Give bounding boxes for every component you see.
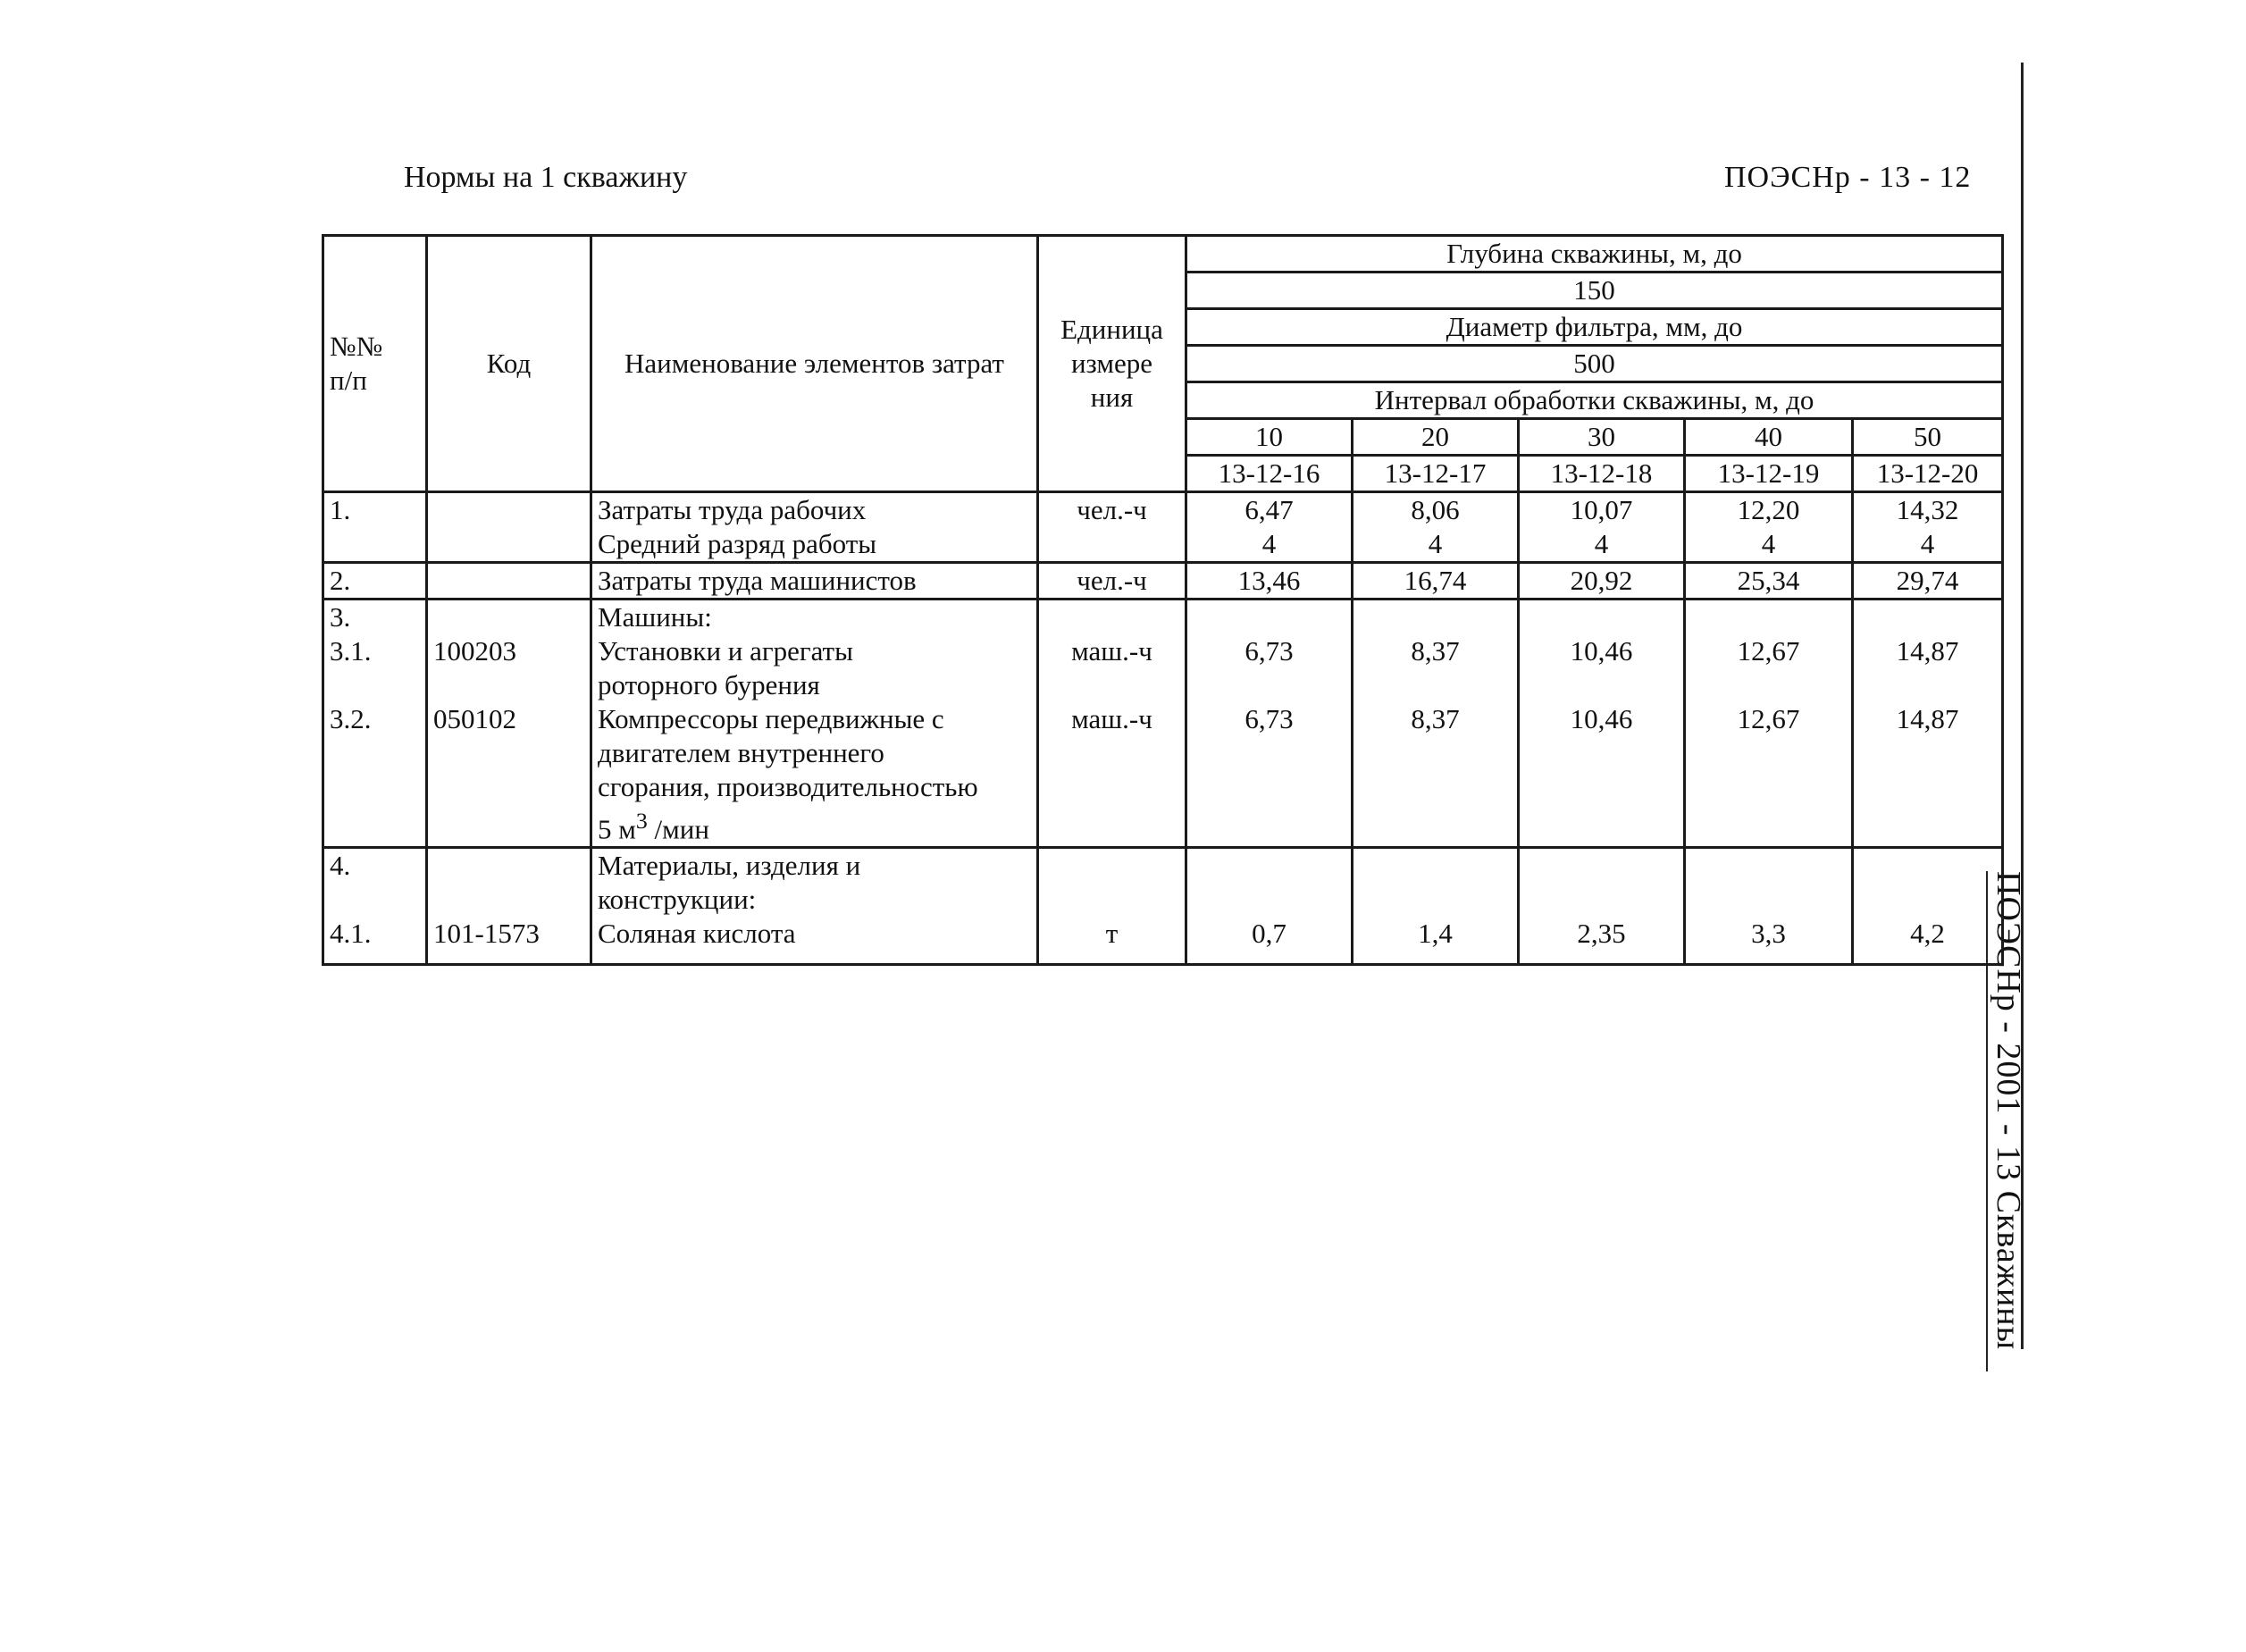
norms-table bbox=[322, 234, 2004, 966]
row-value: 25,34 bbox=[1685, 563, 1853, 600]
row-value-cell bbox=[1519, 600, 1685, 848]
row-grade: 4 bbox=[1261, 528, 1277, 559]
row-code bbox=[427, 563, 591, 600]
row-name bbox=[591, 600, 1038, 848]
superscript: 3 bbox=[635, 808, 648, 834]
row-value-cell bbox=[1685, 848, 1853, 965]
header-code-label: Код bbox=[486, 348, 532, 379]
header-depth-value: 150 bbox=[1186, 273, 2003, 309]
row-value-cell bbox=[1353, 492, 1519, 563]
row-value: 3,3 bbox=[1751, 918, 1786, 950]
row-value: 0,7 bbox=[1252, 918, 1286, 950]
row-name-line bbox=[598, 804, 1031, 846]
row-value-cell bbox=[1186, 848, 1353, 965]
table-row bbox=[323, 492, 2003, 563]
row-name-line: конструкции: bbox=[598, 884, 757, 916]
row-value: 4,2 bbox=[1910, 918, 1945, 950]
row-value: 12,67 bbox=[1737, 703, 1800, 734]
header-interval-value: 20 bbox=[1353, 419, 1519, 456]
row-name bbox=[591, 848, 1038, 965]
table-row bbox=[323, 600, 2003, 848]
table-row bbox=[323, 563, 2003, 600]
row-value: 12,67 bbox=[1737, 635, 1800, 667]
row-name-line: Машины: bbox=[598, 601, 712, 633]
row-name-line: Компрессоры передвижные с bbox=[598, 703, 944, 734]
row-number-line: 3.1. bbox=[330, 635, 372, 667]
row-value: 16,74 bbox=[1353, 563, 1519, 600]
header-interval-title: Интервал обработки скважины, м, до bbox=[1186, 382, 2003, 419]
row-value: 14,87 bbox=[1896, 703, 1959, 734]
row-grade: 4 bbox=[1428, 528, 1443, 559]
header-cell-number bbox=[323, 236, 427, 492]
row-name-line: Установки и агрегаты bbox=[598, 635, 853, 667]
row-unit-line: маш.-ч bbox=[1071, 635, 1152, 667]
row-value: 1,4 bbox=[1418, 918, 1453, 950]
row-grade: 4 bbox=[1594, 528, 1609, 559]
row-value-cell bbox=[1853, 600, 2003, 848]
header-norm-code: 13-12-17 bbox=[1353, 456, 1519, 492]
row-value-cell bbox=[1685, 492, 1853, 563]
row-name-line: сгорания, производительностью bbox=[598, 771, 978, 802]
row-value: 6,47 bbox=[1245, 494, 1294, 525]
row-number: 2. bbox=[323, 563, 427, 600]
row-code bbox=[427, 600, 591, 848]
row-unit-line: маш.-ч bbox=[1071, 703, 1152, 734]
header-document-code: ПОЭСНр - 13 - 12 bbox=[1724, 161, 1972, 194]
header-cell-name bbox=[591, 236, 1038, 492]
table-row bbox=[323, 848, 2003, 965]
header-unit-line1: Единица bbox=[1060, 314, 1163, 345]
row-value-cell bbox=[1519, 848, 1685, 965]
row-name-line: Затраты труда рабочих bbox=[598, 494, 867, 525]
row-unit-line: т bbox=[1105, 918, 1119, 950]
row-unit: чел.-ч bbox=[1038, 492, 1186, 563]
row-value: 8,06 bbox=[1411, 494, 1460, 525]
unit-text: 5 м bbox=[598, 813, 636, 845]
row-number-line: 4.1. bbox=[330, 918, 372, 950]
row-unit: чел.-ч bbox=[1038, 563, 1186, 600]
header-interval-value: 50 bbox=[1853, 419, 2003, 456]
row-value-cell bbox=[1353, 848, 1519, 965]
header-left-title: Нормы на 1 скважину bbox=[404, 161, 688, 194]
row-code-line: 100203 bbox=[433, 635, 516, 667]
header-cell-code bbox=[427, 236, 591, 492]
row-value-cell bbox=[1186, 492, 1353, 563]
header-filter-value: 500 bbox=[1186, 346, 2003, 382]
header-name-label: Наименование элементов затрат bbox=[624, 348, 1004, 379]
row-value: 6,73 bbox=[1245, 703, 1294, 734]
row-value: 13,46 bbox=[1186, 563, 1353, 600]
row-value: 10,46 bbox=[1570, 703, 1633, 734]
row-grade: 4 bbox=[1920, 528, 1935, 559]
row-value-cell bbox=[1519, 492, 1685, 563]
row-value: 10,07 bbox=[1570, 494, 1633, 525]
row-number bbox=[323, 848, 427, 965]
row-value: 8,37 bbox=[1411, 703, 1460, 734]
row-value: 14,87 bbox=[1896, 635, 1959, 667]
row-name bbox=[591, 492, 1038, 563]
header-norm-code: 13-12-16 bbox=[1186, 456, 1353, 492]
row-code bbox=[427, 848, 591, 965]
header-depth-title: Глубина скважины, м, до bbox=[1186, 236, 2003, 273]
header-filter-title: Диаметр фильтра, мм, до bbox=[1186, 309, 2003, 346]
header-norm-code: 13-12-18 bbox=[1519, 456, 1685, 492]
row-code bbox=[427, 492, 591, 563]
row-value: 14,32 bbox=[1896, 494, 1959, 525]
header-number-line1: №№ bbox=[330, 331, 383, 362]
header-unit-line3: ния bbox=[1090, 382, 1134, 413]
table-header-row bbox=[323, 236, 2003, 273]
row-value-cell bbox=[1853, 848, 2003, 965]
row-value: 10,46 bbox=[1570, 635, 1633, 667]
row-name-line: Соляная кислота bbox=[598, 918, 796, 950]
unit-text: /мин bbox=[647, 813, 709, 845]
row-name-line: роторного бурения bbox=[598, 669, 820, 700]
row-value-cell bbox=[1186, 600, 1353, 848]
header-interval-value: 40 bbox=[1685, 419, 1853, 456]
row-code-line: 101-1573 bbox=[433, 918, 540, 950]
row-number-line: 3. bbox=[330, 601, 351, 633]
row-unit bbox=[1038, 600, 1186, 848]
header-interval-value: 10 bbox=[1186, 419, 1353, 456]
row-name: Затраты труда машинистов bbox=[591, 563, 1038, 600]
row-value-cell bbox=[1353, 600, 1519, 848]
row-unit bbox=[1038, 848, 1186, 965]
row-code-line: 050102 bbox=[433, 703, 516, 734]
header-norm-code: 13-12-19 bbox=[1685, 456, 1853, 492]
row-value-cell bbox=[1853, 492, 2003, 563]
header-cell-unit bbox=[1038, 236, 1186, 492]
row-value: 2,35 bbox=[1577, 918, 1626, 950]
row-value: 12,20 bbox=[1737, 494, 1800, 525]
row-grade: 4 bbox=[1761, 528, 1776, 559]
row-number-line: 4. bbox=[330, 850, 351, 882]
header-number-line2: п/п bbox=[330, 365, 367, 396]
row-name-line: Средний разряд работы bbox=[598, 528, 877, 559]
header-interval-value: 30 bbox=[1519, 419, 1685, 456]
row-number bbox=[323, 600, 427, 848]
row-value-cell bbox=[1685, 600, 1853, 848]
header-unit-line2: измере bbox=[1070, 348, 1153, 379]
row-value: 20,92 bbox=[1519, 563, 1685, 600]
row-name-line: двигателем внутреннего bbox=[598, 737, 884, 768]
row-number: 1. bbox=[323, 492, 427, 563]
header-norm-code: 13-12-20 bbox=[1853, 456, 2003, 492]
row-number-line: 3.2. bbox=[330, 703, 372, 734]
row-value: 29,74 bbox=[1853, 563, 2003, 600]
row-value: 6,73 bbox=[1245, 635, 1294, 667]
row-name-line: Материалы, изделия и bbox=[598, 850, 861, 882]
row-value: 8,37 bbox=[1411, 635, 1460, 667]
sidebar-document-title: ПОЭСНр - 2001 - 13 Скважины bbox=[1986, 871, 2029, 1371]
